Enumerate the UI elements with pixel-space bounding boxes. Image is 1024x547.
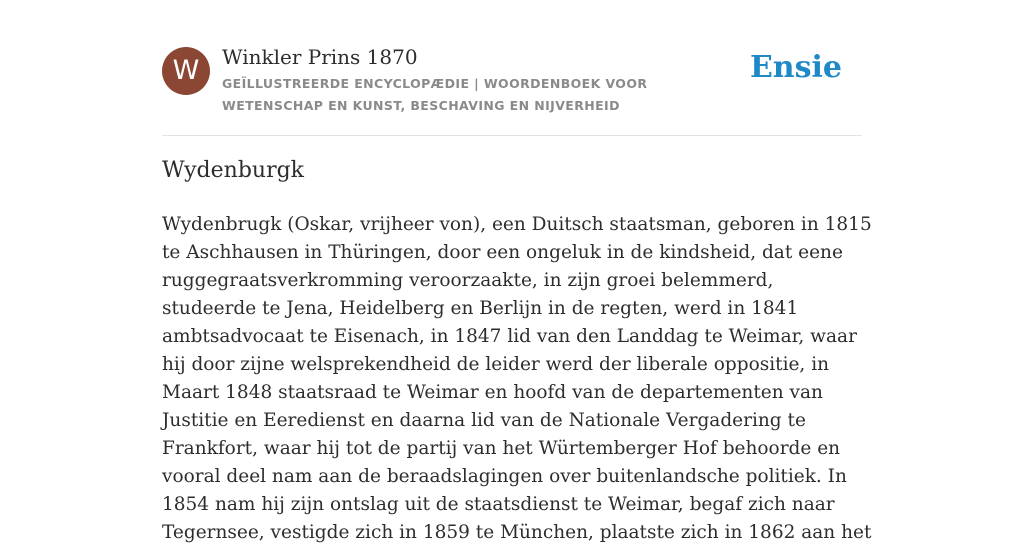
ensie-logo[interactable]: Ensie bbox=[749, 50, 842, 85]
source-header bbox=[162, 44, 862, 136]
source-subtitle: GEÏLLUSTREERDE ENCYCLOPÆDIE | WOORDENBOEK VOOR WETENSCHAP EN KUNST, BESCHAVING EN NIJVERHEID bbox=[222, 76, 648, 113]
avatar[interactable]: W bbox=[162, 47, 210, 95]
page-title: Wydenburgk bbox=[162, 158, 305, 183]
header-divider bbox=[162, 135, 862, 136]
entry-text: Wydenbrugk (Oskar, vrijheer von), een Duitsch staatsman, geboren in 1815 te Aschhausen in Thüringen, door een ongeluk in de kindsheid, dat eene ruggegraatsverkromming veroorzaakte, in zijn groei belemmerd, studeerde te Jena, Heidelberg en Berlijn in de regten, werd in 1841 ambtsadvocaat te Eisenach, in 1847 lid van den Landdag te Weimar, waar hij door zijne welsprekendheid de leider werd der liberale oppositie, in Maart 1848 staatsraad te Weimar en hoofd van de departementen van Justitie en Eeredienst en daarna lid van de Nationale Vergadering te Frankfort, waar hij tot de partij van het Würtemberger Hof behoorde en vooral deel nam aan de beraadslagingen over buitenlandsche politiek. In 1854 nam hij zijn ontslag uit de staatsdienst te Weimar, begaf zich naar Tegernsee, vestigde zich in 1859 te München, plaatste zich in 1862 aan het bbox=[162, 214, 872, 543]
source-title[interactable]: Winkler Prins 1870 bbox=[222, 45, 418, 69]
